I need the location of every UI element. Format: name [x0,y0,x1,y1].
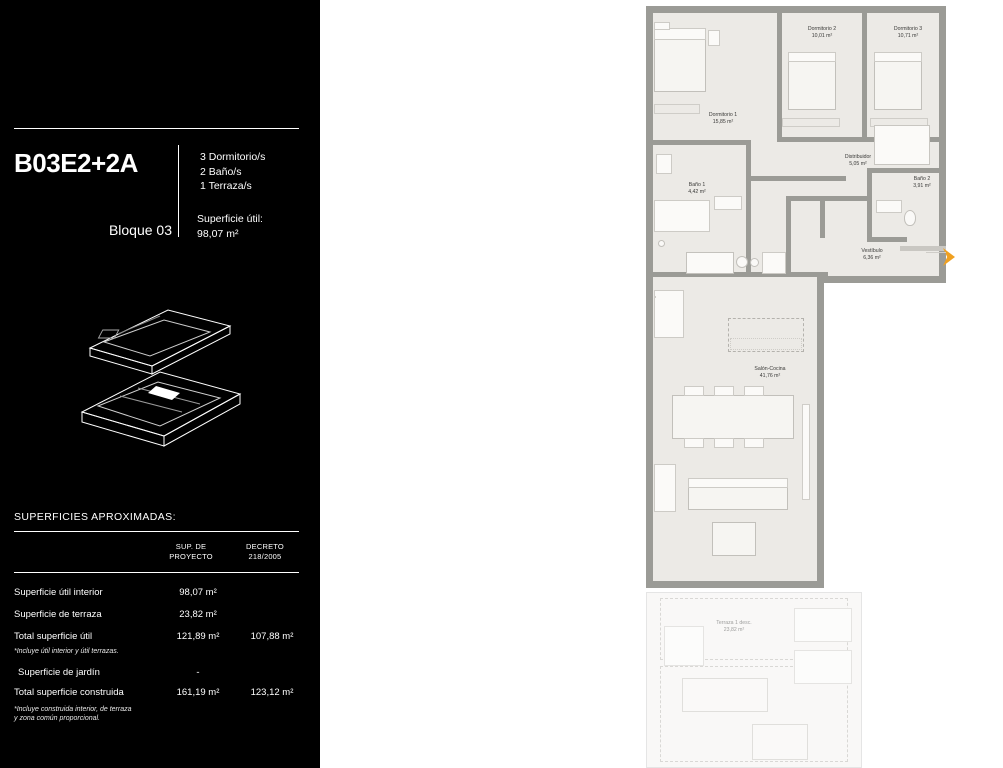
bed-headboard-3 [874,52,922,62]
usable-area-value: 98,07 m² [197,228,239,240]
kitchen-cabinet-left [654,290,684,338]
usable-area-block [197,212,263,242]
chair-1 [684,386,704,396]
chair-2 [714,386,734,396]
wall-interior-13 [786,196,791,274]
room-area: 3,91 m² [913,183,931,189]
block-label: Bloque 03 [108,222,172,238]
shower-bano-1 [656,154,672,174]
terrace-dining-table [682,678,768,712]
bath-bano-1 [654,200,710,232]
room-label-bano-1 [652,182,742,196]
toilet-bano-2 [904,210,916,226]
dining-bench [730,338,802,350]
entrance-door-swing [926,252,946,253]
terrace-lounger-2 [794,650,852,684]
nightstand-1a [654,22,670,30]
coffee-table [712,522,756,556]
floor-plan [630,0,960,768]
room-area: 41,76 m² [759,373,781,379]
wall-interior-5 [653,272,828,277]
row-value-proyecto: 98,07 m² [179,587,217,598]
room-area: 15,85 m² [712,119,734,125]
row-label: Total superficie construida [14,687,124,698]
unit-code: B03E2+2A [14,148,138,178]
row-label: Total superficie útil [14,631,93,642]
room-area: 23,82 m² [723,627,745,633]
room-label-terraza [684,620,784,634]
usable-area-label: Superficie útil: [197,213,263,225]
dining-table [672,395,794,439]
room-area: 6,36 m² [863,255,881,261]
row-label: Superficie de jardín [18,667,100,678]
toilet-bano-1 [658,240,665,247]
room-label-dormitorio-2 [772,26,872,40]
room-name: Terraza 1 desc. [716,620,752,626]
isometric-icon [60,290,260,490]
plan-cutout [816,280,946,588]
column-header-proyecto [160,542,222,562]
room-name: Distribuidor [844,154,872,160]
column-header-proyecto-line2: PROYECTO [169,552,213,561]
room-label-vestibulo [822,248,922,262]
sofa-back [688,478,788,488]
wall-interior-12 [786,196,868,201]
kitchen-sink-basin-1 [736,256,748,268]
spec-bathrooms: 2 Baño/s [200,165,242,178]
wall-interior-2 [746,140,751,180]
room-label-dormitorio-1 [683,112,763,126]
row-value-decreto: 107,88 m² [250,631,294,642]
unit-specs [200,150,265,194]
row-label: Superficie útil interior [14,587,103,598]
room-name: Salón-Cocina [754,366,786,372]
spec-bedrooms: 3 Dormitorio/s [200,151,266,163]
room-label-salon-cocina [720,366,820,380]
chair-4 [684,438,704,448]
room-name: Dormitorio 1 [708,112,738,118]
wall-right-lower [817,276,824,588]
divider-surfaces-top [14,531,299,532]
table-row [14,667,306,681]
kitchen-appliance [762,252,786,274]
wall-bottom [646,581,824,588]
note-built: *Incluye construida interior, de terraza y zona común proporcional. [14,706,132,722]
wall-interior-14 [867,237,907,242]
room-name: Vestíbulo [861,248,883,254]
spacer [654,296,656,298]
table-row [14,609,306,623]
wall-step-horizontal [817,276,946,283]
room-area: 10,71 m² [897,33,919,39]
wall-interior-3 [746,176,846,181]
bed-headboard-2 [788,52,836,62]
wall-interior-15 [820,196,825,238]
shower-bano-2 [874,125,930,165]
wall-interior-8 [777,137,867,142]
side-unit [654,464,676,512]
room-name: Dormitorio 2 [807,26,837,32]
room-area: 4,42 m² [688,189,706,195]
building-isometric-diagram [60,290,260,490]
divider-vertical [178,145,179,237]
room-name: Dormitorio 3 [893,26,923,32]
wall-left [646,6,653,588]
row-value-proyecto: 121,89 m² [176,631,220,642]
row-value-decreto: 123,12 m² [250,687,294,698]
divider-surfaces-bottom [14,572,299,573]
wall-interior-10 [867,168,946,173]
room-area: 10,01 m² [811,33,833,39]
room-area: 5,05 m² [849,161,867,167]
table-row [14,687,306,701]
row-value-proyecto: - [196,667,200,678]
wardrobe-dormitorio-2 [782,118,840,127]
divider-top [14,128,299,129]
room-label-bano-2 [882,176,962,190]
column-header-proyecto-line1: SUP. DE [175,542,207,551]
row-value-proyecto: 161,19 m² [176,687,220,698]
room-name: Baño 2 [913,176,931,182]
vanity-bano-1 [714,196,742,210]
terrace-area [646,592,946,768]
wall-interior-1 [653,140,751,145]
nightstand-1b [708,30,720,46]
info-panel [0,0,320,768]
column-header-decreto-line2: 218/2005 [248,552,282,561]
column-header-decreto-line1: DECRETO [246,542,284,551]
terrace-lounger-1 [794,608,852,642]
room-label-dormitorio-3 [858,26,958,40]
table-row [14,631,306,645]
room-name: Baño 1 [688,182,706,188]
chair-3 [744,386,764,396]
wall-interior-11 [867,168,872,242]
note-usable: *Incluye útil interior y útil terrazas. [14,648,119,655]
column-header-decreto [234,542,296,562]
kitchen-sink-basin-2 [750,258,759,267]
chair-6 [744,438,764,448]
terrace-sofa [752,724,808,760]
spec-terraces: 1 Terraza/s [200,180,252,192]
row-label: Superficie de terraza [14,609,102,620]
row-value-proyecto: 23,82 m² [179,609,217,620]
vanity-bano-2 [876,200,902,213]
surfaces-title: SUPERFICIES APROXIMADAS: [14,511,176,523]
kitchen-counter [686,252,734,274]
table-row [14,587,306,601]
wall-right-upper [939,6,946,282]
wall-top [646,6,946,13]
chair-5 [714,438,734,448]
unit-code-row [14,142,304,202]
window-wall-panel [802,404,810,500]
